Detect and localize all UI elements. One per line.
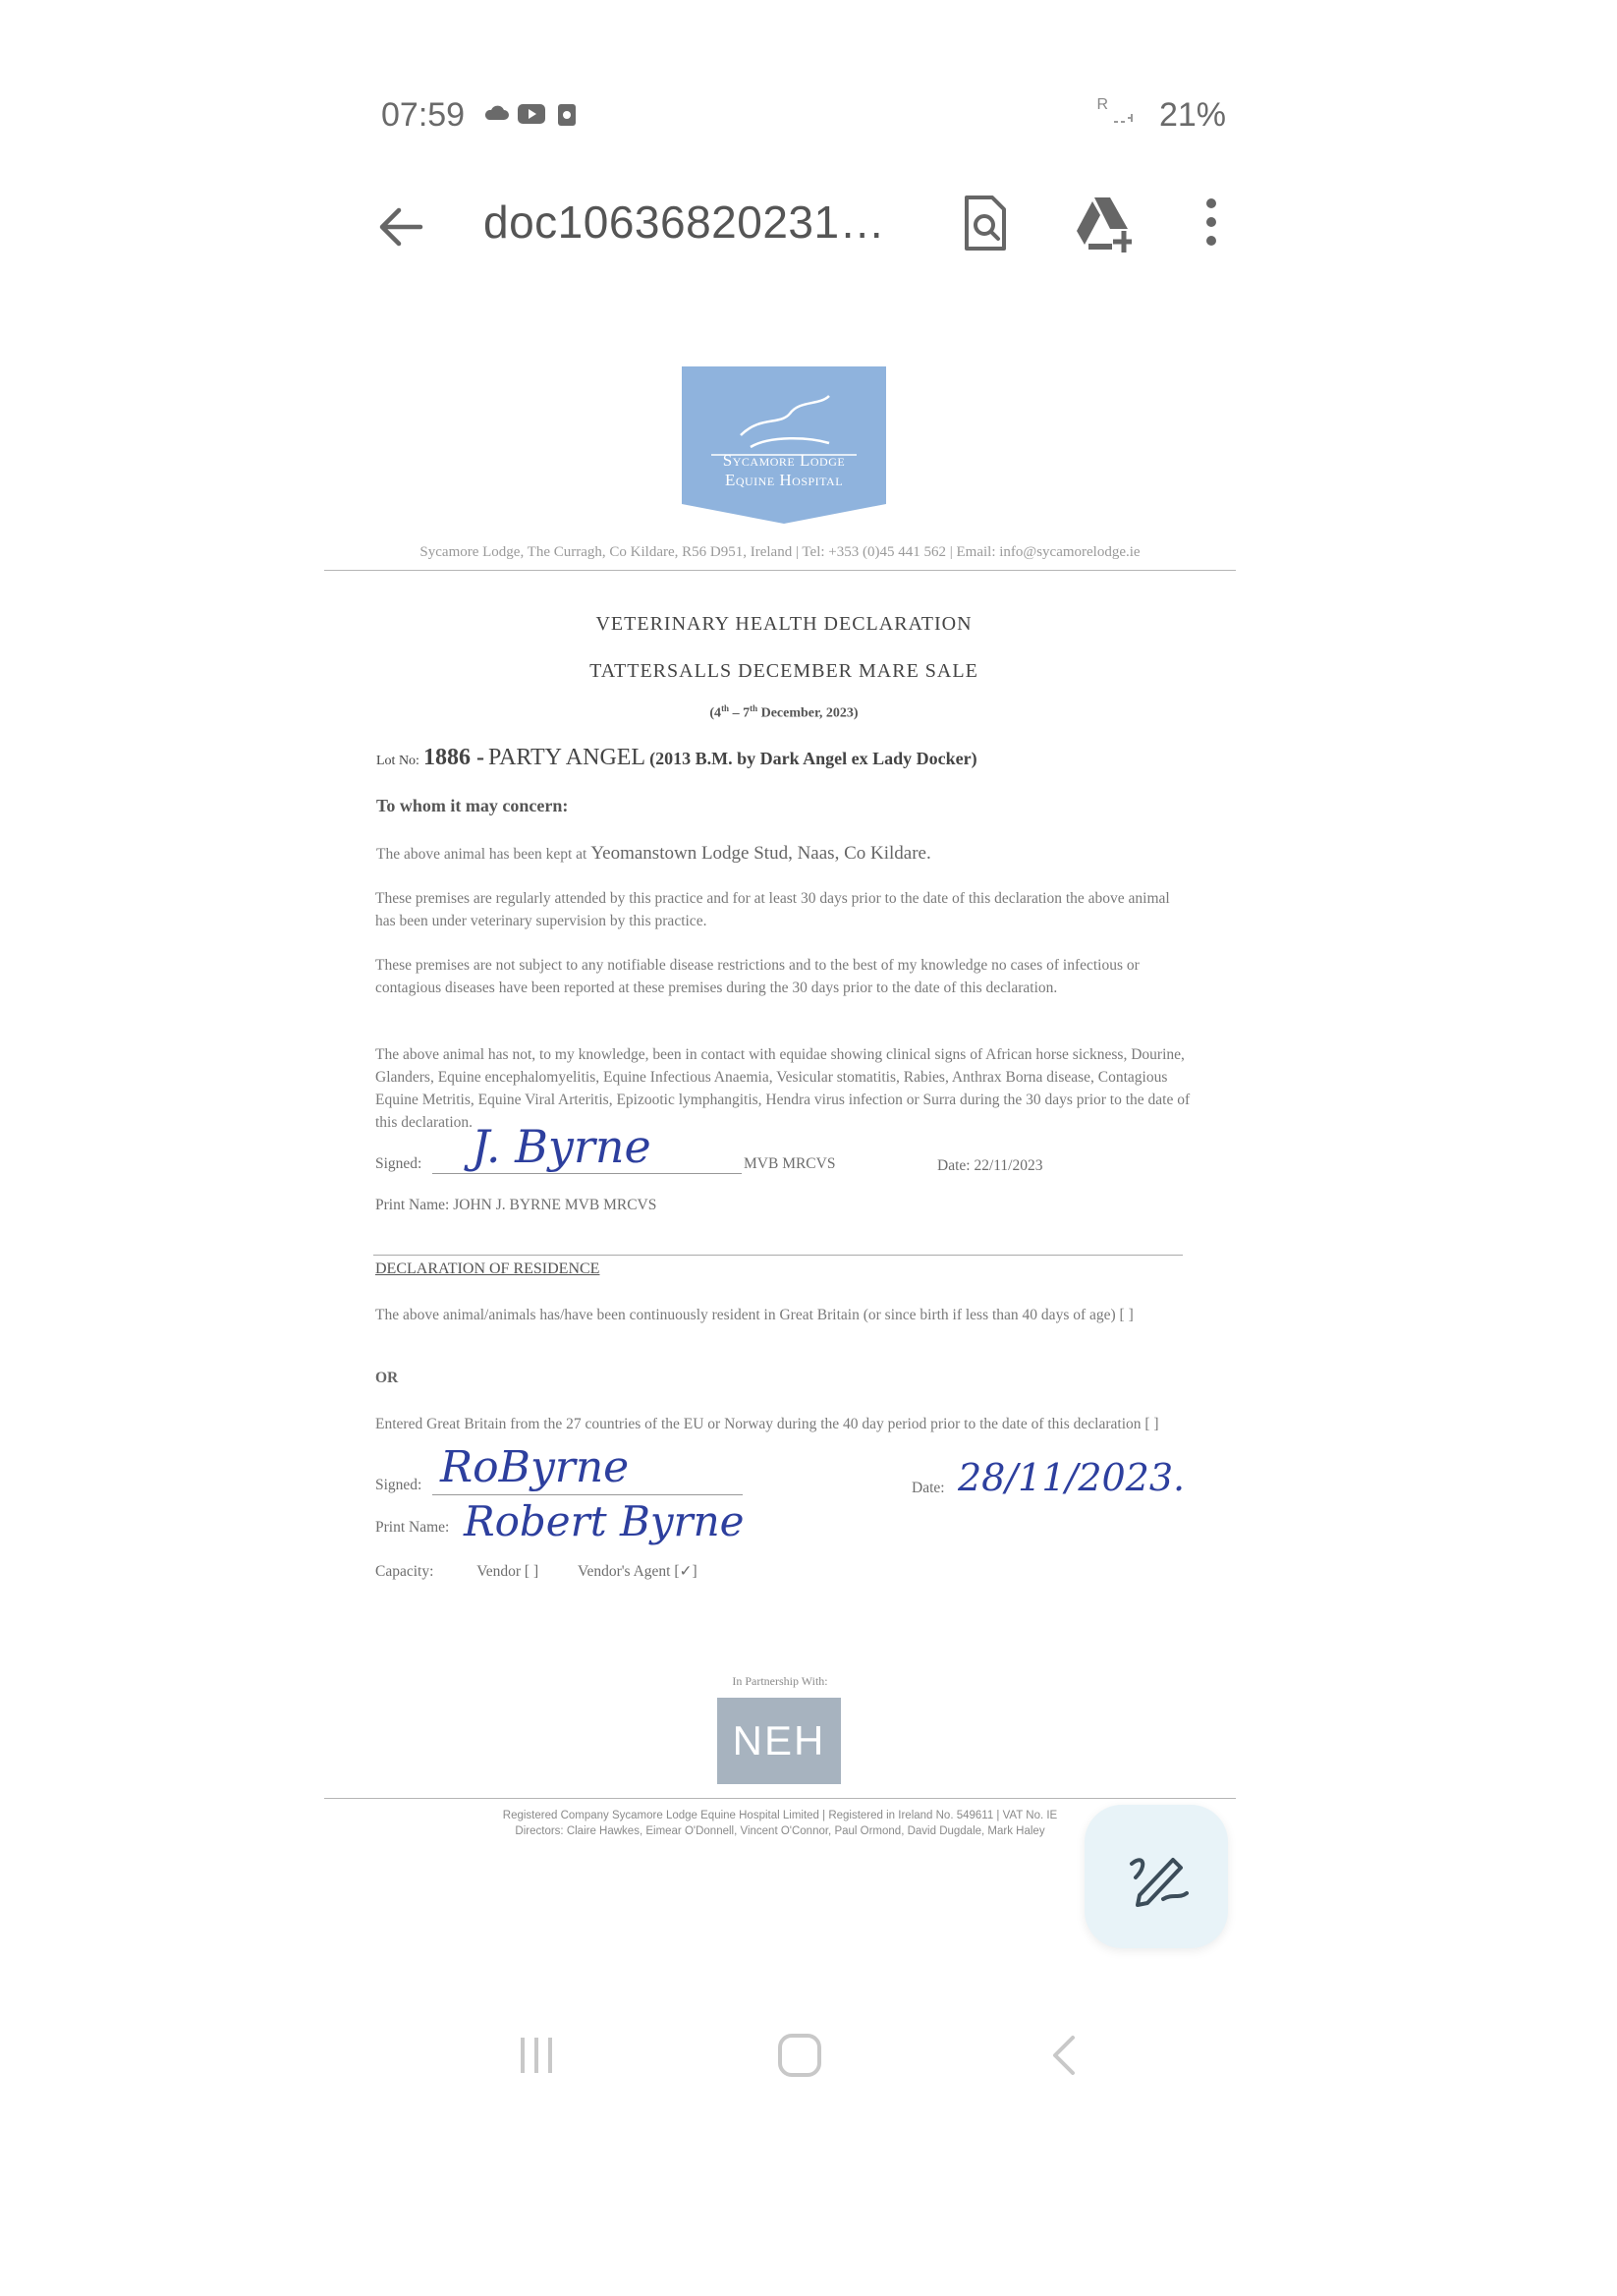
logo-text-line2: Equine Hospital — [724, 471, 844, 489]
sale-dates-sup1: th — [721, 703, 730, 713]
vet-print-name-line — [375, 1197, 656, 1214]
sale-dates-suffix: December, 2023) — [757, 705, 859, 721]
status-bar — [381, 96, 1226, 140]
or-label: OR — [375, 1370, 399, 1386]
lot-name: PARTY ANGEL — [487, 745, 646, 770]
agent-date-label: Date: — [912, 1480, 945, 1496]
edit-button[interactable] — [1085, 1805, 1228, 1948]
logo-text-line1: Sycamore Lodge — [722, 451, 846, 470]
salutation: To whom it may concern: — [376, 796, 569, 815]
vendor-option: Vendor [ ] — [476, 1563, 539, 1580]
partnership-label: In Partnership With: — [732, 1674, 828, 1688]
agent-signature: RoByrne — [440, 1442, 630, 1492]
residence-paragraph-1: The above animal/animals has/have been continuously resident in Great Britain (or since birth if less than 40 days of age) [ ] — [375, 1307, 1134, 1323]
neh-logo: NEH — [717, 1698, 841, 1784]
declaration-title: VETERINARY HEALTH DECLARATION — [595, 613, 973, 635]
system-nav-bar — [511, 2024, 1100, 2093]
back-nav-icon[interactable] — [1049, 2034, 1079, 2077]
battery-level: 21% — [1158, 96, 1226, 134]
supervision-paragraph: These premises are regularly attended by this practice and for at least 30 days prior to the date of this declaration the above animal has been under veterinary supervision by this practice. — [375, 890, 1170, 929]
agent-print-name-label: Print Name: — [375, 1519, 450, 1536]
notification-icon — [556, 102, 578, 128]
sale-dates — [373, 703, 1195, 722]
vet-date: 22/11/2023 — [974, 1157, 1043, 1174]
cloud-icon — [483, 102, 509, 124]
agent-print-name: Robert Byrne — [464, 1497, 745, 1545]
status-time: 07:59 — [381, 96, 466, 134]
vet-signed-suffix: MVB MRCVS — [744, 1155, 836, 1172]
vet-signed-label: Signed: — [375, 1155, 422, 1172]
sale-dates-prefix: (4 — [709, 705, 722, 721]
footer-registration: Registered Company Sycamore Lodge Equine Hospital Limited | Registered in Ireland No. 549611 | VAT No. IE — [502, 1810, 1058, 1821]
recent-apps-icon[interactable] — [517, 2034, 556, 2077]
vendor-agent-option: Vendor's Agent [✓] — [578, 1563, 697, 1580]
wifi-icon — [1112, 106, 1138, 126]
agent-signed-label: Signed: — [375, 1477, 422, 1493]
kept-at-place: Yeomanstown Lodge Stud, Naas, Co Kildare. — [590, 843, 931, 864]
more-vert-icon[interactable] — [1197, 192, 1255, 254]
home-icon[interactable] — [776, 2032, 823, 2079]
footer-directors: Directors: Claire Hawkes, Eimear O'Donnell, Vincent O'Connor, Paul Ormond, David Dugdale, Mark Haley — [515, 1825, 1045, 1837]
vet-print-name-label: Print Name: — [375, 1197, 450, 1213]
header-divider — [324, 570, 1236, 571]
agent-date: 28/11/2023. — [958, 1456, 1186, 1499]
kept-at-line — [376, 843, 1201, 865]
address-line: Sycamore Lodge, The Curragh, Co Kildare, R56 D951, Ireland | Tel: +353 (0)45 441 562 | Email: info@sycamorelodge.ie — [419, 544, 1141, 560]
residence-heading: DECLARATION OF RESIDENCE — [375, 1260, 600, 1277]
sale-dates-mid: – 7 — [729, 705, 751, 721]
lot-detail: (2013 B.M. by Dark Angel ex Lady Docker) — [649, 749, 977, 768]
contact-paragraph: The above animal has not, to my knowledge, been in contact with equidae showing clinical signs of African horse sickness, Dourine, Glanders, Equine encephalomyelitis, Equine Infectious Anaemia, Vesicular stomatitis, Rabies, Anthrax Borna disease, Contagious Equine Metritis, Equine Viral Arteritis, Epizootic lymphangitis, Hendra virus infection or Surra during the 30 days prior to the date of this declaration. — [375, 1046, 1191, 1131]
sale-title: TATTERSALLS DECEMBER MARE SALE — [589, 660, 978, 682]
document-title: doc10636820231… — [483, 196, 886, 248]
section-divider — [373, 1255, 1183, 1256]
vet-date-line — [937, 1157, 1043, 1175]
vet-print-name: JOHN J. BYRNE MVB MRCVS — [453, 1197, 657, 1213]
vet-date-label: Date: — [937, 1157, 971, 1174]
document-search-icon[interactable] — [955, 192, 1014, 254]
capacity-label: Capacity: — [375, 1563, 434, 1580]
pen-edit-icon — [1085, 1805, 1228, 1948]
app-bar — [373, 192, 1238, 260]
youtube-icon — [517, 102, 546, 126]
drive-add-icon[interactable] — [1073, 192, 1132, 254]
signal-roaming: R — [1096, 96, 1108, 113]
restrictions-paragraph: These premises are not subject to any notifiable disease restrictions and to the best of my knowledge no cases of infectious or contagious diseases have been reported at these premises during the 30 days prior to the date of this declaration. — [375, 957, 1140, 996]
hospital-logo — [682, 366, 886, 524]
capacity-line — [375, 1562, 697, 1581]
residence-paragraph-2: Entered Great Britain from the 27 countries of the EU or Norway during the 40 day period prior to the date of this declaration [ ] — [375, 1416, 1159, 1432]
sale-dates-sup2: th — [750, 703, 758, 713]
arrow-left-icon[interactable] — [373, 197, 432, 256]
kept-at-prefix: The above animal has been kept at — [376, 846, 587, 863]
signal-icon — [1096, 96, 1108, 114]
lot-label: Lot No: — [376, 754, 419, 768]
footer-divider — [324, 1798, 1236, 1799]
vet-signature-line — [432, 1173, 742, 1174]
agent-signature-line — [432, 1494, 743, 1495]
vet-signature: J. Byrne — [472, 1120, 651, 1173]
lot-number: 1886 - — [422, 745, 484, 770]
lot-line — [376, 745, 1221, 771]
